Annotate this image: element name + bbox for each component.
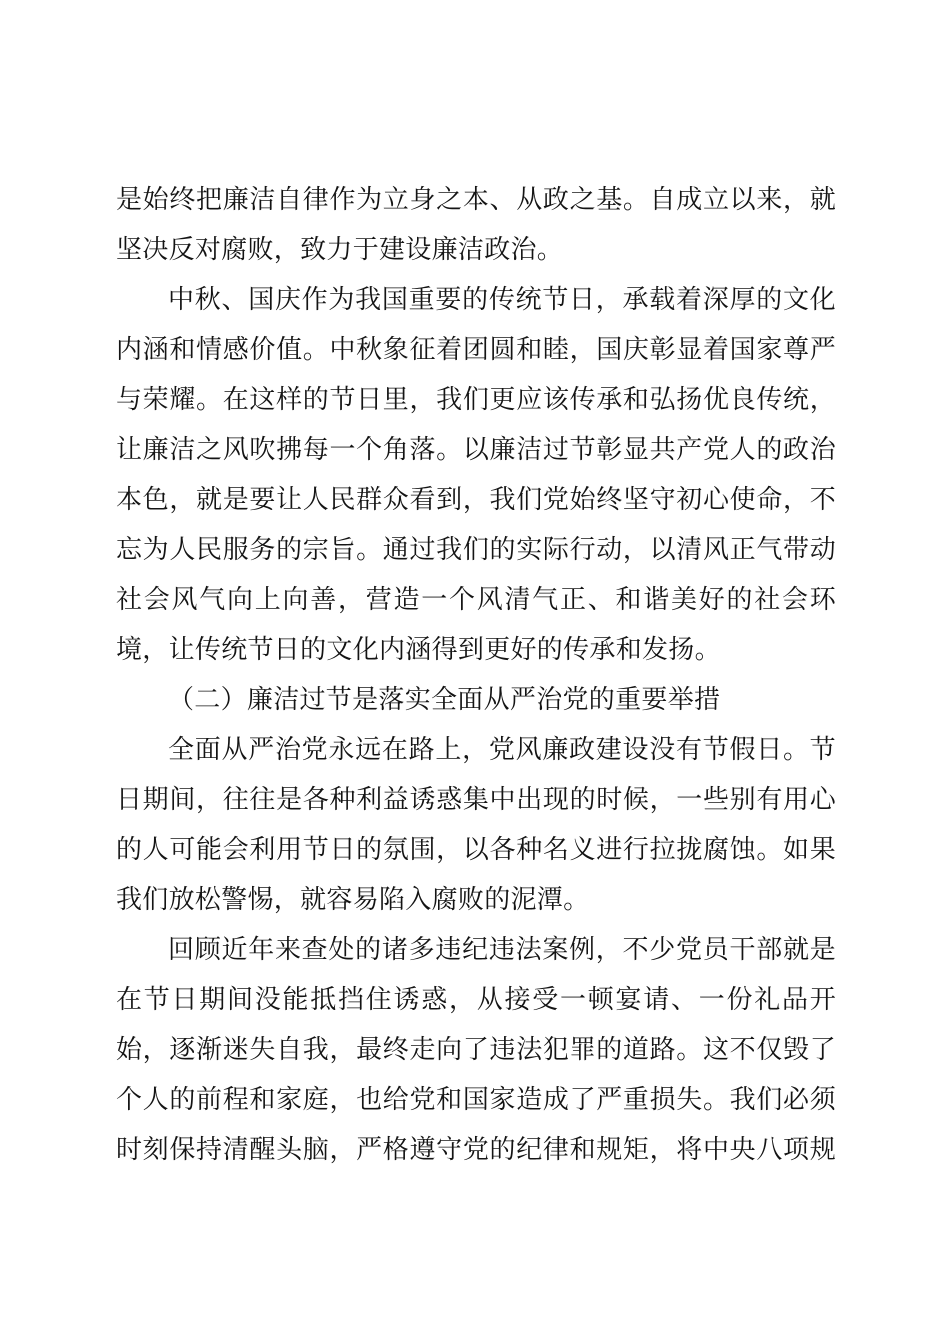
section-heading: （二）廉洁过节是落实全面从严治党的重要举措 [168, 685, 721, 714]
text-line: 是始终把廉洁自律作为立身之本、从政之基。自成立以来，就 [116, 185, 836, 214]
text-line: 社会风气向上向善，营造一个风清气正、和谐美好的社会环 [116, 585, 836, 614]
text-line: 回顾近年来查处的诸多违纪违法案例，不少党员干部就是 [168, 935, 836, 964]
text-line: 个人的前程和家庭，也给党和国家造成了严重损失。我们必须 [116, 1085, 836, 1114]
text-line: 忘为人民服务的宗旨。通过我们的实际行动，以清风正气带动 [116, 535, 836, 564]
text-line: 与荣耀。在这样的节日里，我们更应该传承和弘扬优良传统， [116, 385, 836, 414]
text-line: 的人可能会利用节日的氛围，以各种名义进行拉拢腐蚀。如果 [116, 835, 836, 864]
text-line: 境，让传统节日的文化内涵得到更好的传承和发扬。 [116, 635, 721, 664]
text-line: 内涵和情感价值。中秋象征着团圆和睦，国庆彰显着国家尊严 [116, 335, 836, 364]
text-line: 本色，就是要让人民群众看到，我们党始终坚守初心使命，不 [116, 485, 836, 514]
text-line: 中秋、国庆作为我国重要的传统节日，承载着深厚的文化 [168, 285, 836, 314]
text-line: 始，逐渐迷失自我，最终走向了违法犯罪的道路。这不仅毁了 [116, 1035, 836, 1064]
text-line: 日期间，往往是各种利益诱惑集中出现的时候，一些别有用心 [116, 785, 836, 814]
text-line: 全面从严治党永远在路上，党风廉政建设没有节假日。节 [168, 735, 836, 764]
document-body [116, 175, 836, 1175]
text-line: 让廉洁之风吹拂每一个角落。以廉洁过节彰显共产党人的政治 [116, 435, 836, 464]
text-line: 我们放松警惕，就容易陷入腐败的泥潭。 [116, 885, 590, 914]
text-line: 坚决反对腐败，致力于建设廉洁政治。 [116, 235, 564, 264]
text-line: 在节日期间没能抵挡住诱惑，从接受一顿宴请、一份礼品开 [116, 985, 836, 1014]
text-line: 时刻保持清醒头脑，严格遵守党的纪律和规矩，将中央八项规 [116, 1135, 836, 1164]
